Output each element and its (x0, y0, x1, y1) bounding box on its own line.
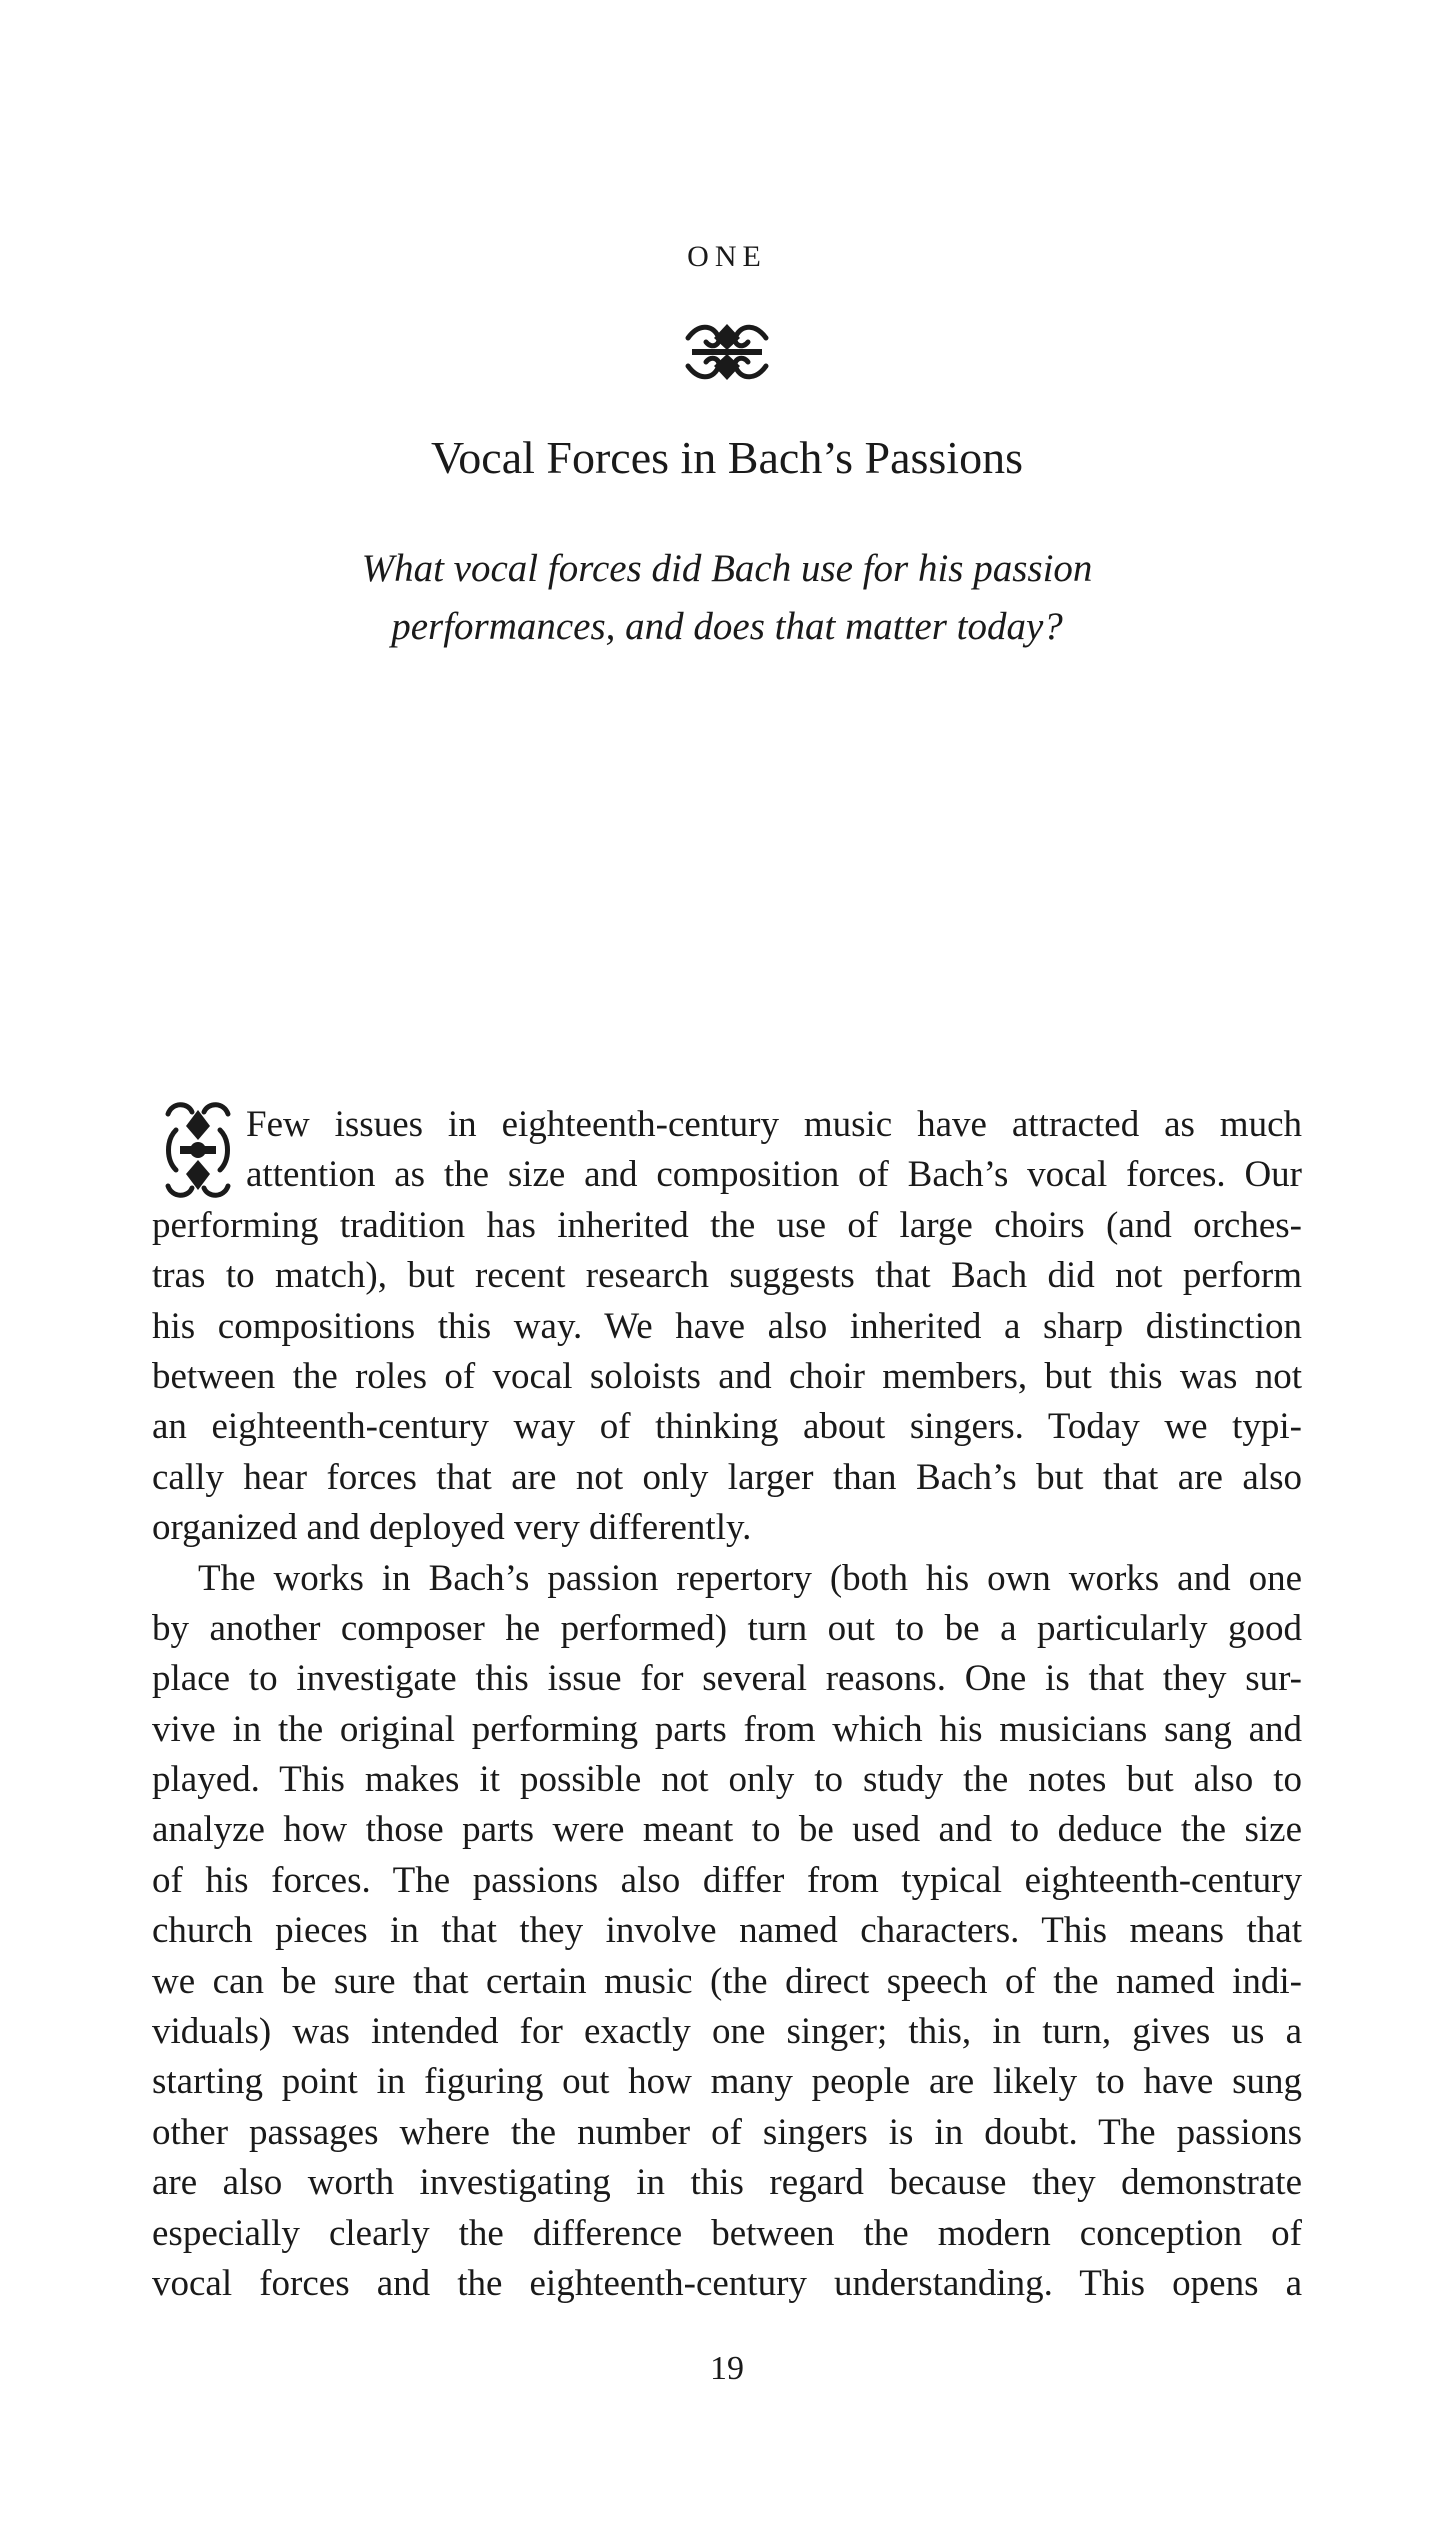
text-line: analyze how those parts were meant to be used and to deduce the size (152, 1809, 1302, 1851)
text-line: his compositions this way. We have also inherited a sharp distinction (152, 1305, 1302, 1347)
text-line: an eighteenth-century way of thinking about singers. Today we typi- (152, 1406, 1302, 1448)
text-line: organized and deployed very differently. (152, 1507, 752, 1549)
text-line: especially clearly the difference between the modern conception of (152, 2212, 1302, 2254)
text-line: by another composer he performed) turn out to be a particularly good (152, 1607, 1302, 1649)
text-line: vive in the original performing parts from which his musicians sang and (152, 1708, 1302, 1750)
drop-ornament-icon (162, 1100, 234, 1200)
text-line: attention as the size and composition of Bach’s vocal forces. Our (246, 1154, 1302, 1196)
text-line: tras to match), but recent research suggests that Bach did not perform (152, 1255, 1302, 1297)
text-line: between the roles of vocal soloists and choir members, but this was not (152, 1355, 1302, 1397)
text-line: other passages where the number of singers is in doubt. The passions (152, 2111, 1302, 2153)
text-line: of his forces. The passions also differ from typical eighteenth-century (152, 1859, 1302, 1901)
text-line: viduals) was intended for exactly one singer; this, in turn, gives us a (152, 2011, 1302, 2053)
chapter-epigraph (0, 540, 1454, 656)
text-line: place to investigate this issue for several reasons. One is that they sur- (152, 1658, 1302, 1700)
epigraph-line: performances, and does that matter today? (391, 605, 1063, 648)
fleuron-ornament-icon (682, 320, 772, 384)
text-line: vocal forces and the eighteenth-century understanding. This opens a (152, 2262, 1302, 2304)
text-line: The works in Bach’s passion repertory (both his own works and one (198, 1557, 1302, 1599)
body-text (152, 1100, 1302, 2309)
chapter-number: ONE (687, 240, 767, 273)
text-line: church pieces in that they involve named characters. This means that (152, 1910, 1302, 1952)
text-line: we can be sure that certain music (the direct speech of the named indi- (152, 1960, 1302, 2002)
epigraph-line: What vocal forces did Bach use for his passion (361, 547, 1093, 590)
paragraph-2 (152, 1554, 1302, 2310)
text-line: are also worth investigating in this regard because they demonstrate (152, 2162, 1302, 2204)
text-line: played. This makes it possible not only to study the notes but also to (152, 1759, 1302, 1801)
chapter-title: Vocal Forces in Bach’s Passions (430, 432, 1023, 483)
text-line: Few issues in eighteenth-century music have attracted as much (246, 1104, 1302, 1145)
paragraph-1 (152, 1100, 1302, 1554)
page-number: 19 (710, 2350, 744, 2387)
text-line: cally hear forces that are not only larger than Bach’s but that are also (152, 1456, 1302, 1498)
text-line: performing tradition has inherited the use of large choirs (and orches- (152, 1204, 1302, 1246)
text-line: starting point in figuring out how many people are likely to have sung (152, 2061, 1302, 2103)
